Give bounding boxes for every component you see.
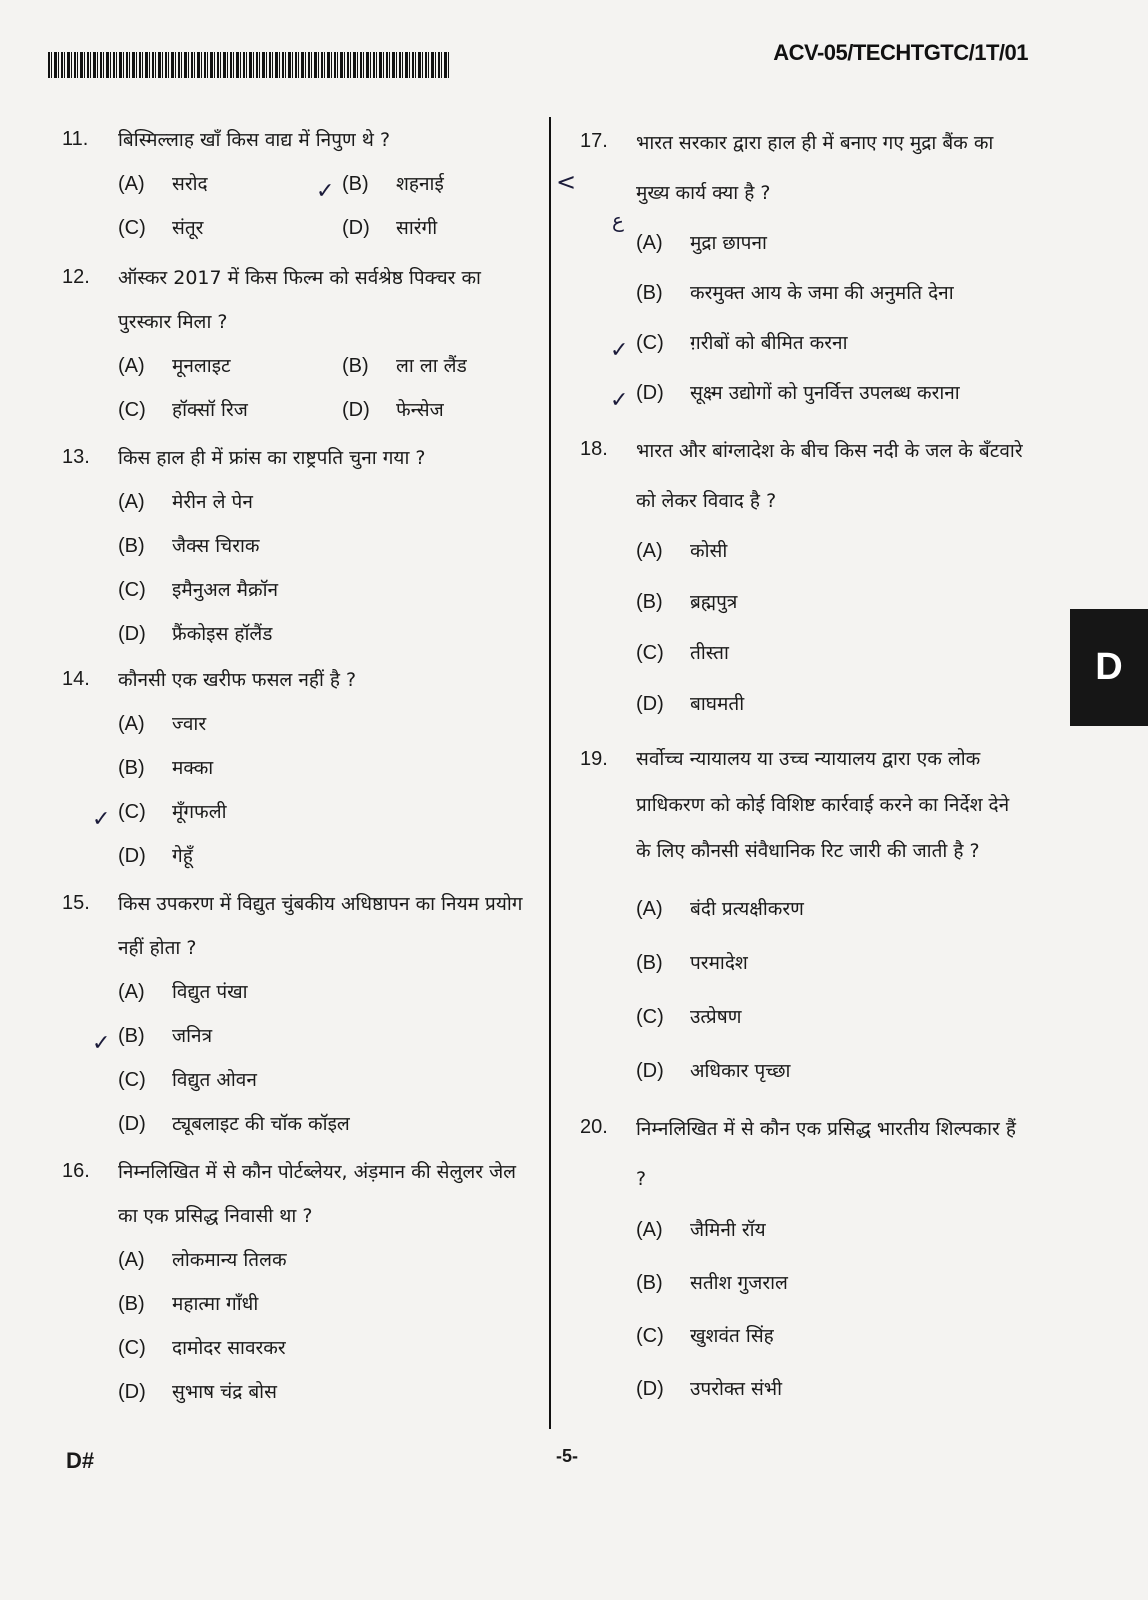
- question-number: 17.: [580, 130, 608, 152]
- options: [636, 1204, 1030, 1416]
- option-a[interactable]: (A) विद्युत पंखा: [118, 981, 248, 1003]
- tick-mark-icon: ✓: [92, 1031, 111, 1056]
- option-a[interactable]: (A) कोसी: [636, 540, 728, 562]
- tick-mark-icon: ✓: [610, 338, 629, 363]
- option-a[interactable]: (A) लोकमान्य तिलक: [118, 1249, 287, 1271]
- options: [118, 1238, 532, 1414]
- options: [92, 970, 532, 1146]
- question-text: बिस्मिल्लाह खाँ किस वाद्य में निपुण थे ?: [118, 129, 391, 151]
- question-14: [62, 658, 532, 878]
- option-b[interactable]: (B) मक्का: [118, 757, 214, 779]
- barcode: [48, 52, 451, 78]
- option-d[interactable]: (D) अधिकार पृच्छा: [636, 1060, 791, 1082]
- option-b[interactable]: (B) करमुक्त आय के जमा की अनुमति देना: [636, 282, 954, 304]
- tick-mark-icon: ✓: [610, 388, 629, 413]
- option-b[interactable]: (B) सतीश गुजराल: [636, 1272, 788, 1294]
- question-18: [580, 426, 1030, 730]
- option-d[interactable]: (D) सुभाष चंद्र बोस: [118, 1381, 277, 1403]
- options: [118, 344, 532, 432]
- option-d[interactable]: (D) सारंगी: [342, 217, 438, 239]
- option-d[interactable]: (D) फेन्सेज: [342, 399, 444, 421]
- option-c[interactable]: ✓ (C) ग़रीबों को बीमित करना: [636, 318, 1030, 368]
- question-11: [62, 118, 532, 250]
- question-text: ऑस्कर 2017 में किस फिल्म को सर्वश्रेष्ठ पिक्चर का पुरस्कार मिला ?: [118, 267, 481, 333]
- option-c[interactable]: (C) हॉक्सॉ रिज: [118, 399, 248, 421]
- option-b[interactable]: (B) जैक्स चिराक: [118, 535, 260, 557]
- option-b[interactable]: (B) परमादेश: [636, 952, 748, 974]
- tick-mark-icon: ✓: [92, 807, 111, 832]
- option-b[interactable]: (B) महात्मा गाँधी: [118, 1293, 259, 1315]
- question-text: किस उपकरण में विद्युत चुंबकीय अधिष्ठापन का नियम प्रयोग नहीं होता ?: [118, 893, 523, 959]
- question-text: भारत सरकार द्वारा हाल ही में बनाए गए मुद्रा बैंक का मुख्य कार्य क्या है ?: [636, 132, 994, 204]
- option-d[interactable]: (D) उपरोक्त संभी: [636, 1378, 783, 1400]
- question-19: [580, 736, 1030, 1098]
- question-15: [62, 882, 532, 1146]
- paper-code: ACV-05/TECHTGTC/1T/01: [773, 40, 1028, 65]
- option-c[interactable]: (C) तीस्ता: [636, 642, 729, 664]
- option-a[interactable]: (A) मेरीन ले पेन: [118, 491, 253, 513]
- option-c[interactable]: (C) दामोदर सावरकर: [118, 1337, 286, 1359]
- options: [118, 480, 532, 656]
- option-c[interactable]: (C) उत्प्रेषण: [636, 1006, 742, 1028]
- question-number: 19.: [580, 748, 608, 770]
- option-b[interactable]: (B) ब्रह्मपुत्र: [636, 591, 738, 613]
- option-c[interactable]: (C) विद्युत ओवन: [118, 1069, 257, 1091]
- option-a[interactable]: (A) बंदी प्रत्यक्षीकरण: [636, 898, 804, 920]
- pen-scribble-icon: ع: [612, 208, 624, 232]
- column-divider: [549, 117, 551, 1429]
- option-c[interactable]: (C) खुशवंत सिंह: [636, 1325, 774, 1347]
- question-number: 18.: [580, 438, 608, 460]
- question-number: 11.: [62, 128, 89, 150]
- tick-mark-icon: ✓: [316, 179, 335, 204]
- option-a[interactable]: (A) जैमिनी रॉय: [636, 1219, 766, 1241]
- option-d[interactable]: (D) फ्रैंकोइस हॉलैंड: [118, 623, 273, 645]
- series-code: D#: [66, 1448, 95, 1473]
- option-a[interactable]: (A) मूनलाइट: [118, 355, 231, 377]
- option-b[interactable]: ✓ (B) जनित्र: [118, 1014, 532, 1058]
- question-13: [62, 436, 532, 656]
- option-a[interactable]: (A) मुद्रा छापना: [636, 232, 767, 254]
- option-d[interactable]: (D) गेहूँ: [118, 845, 193, 867]
- options: [92, 702, 532, 878]
- question-text: भारत और बांग्लादेश के बीच किस नदी के जल के बँटवारे को लेकर विवाद है ?: [636, 440, 1023, 512]
- question-text: किस हाल ही में फ्रांस का राष्ट्रपति चुना गया ?: [118, 447, 426, 469]
- option-b[interactable]: ✓ (B) शहनाई: [342, 162, 566, 206]
- question-20: [580, 1104, 1030, 1416]
- question-17: [580, 118, 1030, 418]
- question-text: निम्नलिखित में से कौन पोर्टब्लेयर, अंड़मान की सेलुलर जेल का एक प्रसिद्ध निवासी था ?: [118, 1161, 517, 1227]
- question-number: 14.: [62, 668, 90, 690]
- question-number: 15.: [62, 892, 90, 914]
- option-c[interactable]: (C) इमैनुअल मैक्रॉन: [118, 579, 279, 601]
- option-b[interactable]: (B) ला ला लैंड: [342, 355, 467, 377]
- series-tab: D: [1070, 609, 1148, 726]
- options: [610, 218, 1030, 418]
- option-c[interactable]: (C) संतूर: [118, 217, 204, 239]
- question-number: 20.: [580, 1116, 608, 1138]
- options: [636, 526, 1030, 730]
- question-12: [62, 256, 532, 432]
- options: [636, 882, 1030, 1098]
- question-number: 12.: [62, 266, 90, 288]
- question-number: 13.: [62, 446, 90, 468]
- option-d[interactable]: (D) ट्यूबलाइट की चॉक कॉइल: [118, 1113, 350, 1135]
- option-c[interactable]: ✓ (C) मूँगफली: [118, 790, 532, 834]
- option-a[interactable]: (A) सरोद: [118, 173, 208, 195]
- question-text: निम्नलिखित में से कौन एक प्रसिद्ध भारतीय शिल्पकार हैं ?: [636, 1118, 1016, 1190]
- question-number: 16.: [62, 1160, 90, 1182]
- options: [118, 162, 532, 250]
- option-d[interactable]: ✓ (D) सूक्ष्म उद्योगों को पुनर्वित्त उपलब्ध कराना: [636, 368, 1030, 418]
- question-16: [62, 1150, 532, 1414]
- option-d[interactable]: (D) बाघमती: [636, 693, 745, 715]
- page-number: -5-: [556, 1446, 578, 1466]
- question-text: सर्वोच्च न्यायालय या उच्च न्यायालय द्वारा एक लोक प्राधिकरण को कोई विशिष्ट कार्रवाई करने का निर्देश देने के लिए कौनसी संवैधानिक रिट जारी की जाती है ?: [636, 748, 1010, 862]
- question-text: कौनसी एक खरीफ फसल नहीं है ?: [118, 669, 357, 691]
- pen-mark-icon: <: [556, 168, 577, 196]
- option-a[interactable]: (A) ज्वार: [118, 713, 207, 735]
